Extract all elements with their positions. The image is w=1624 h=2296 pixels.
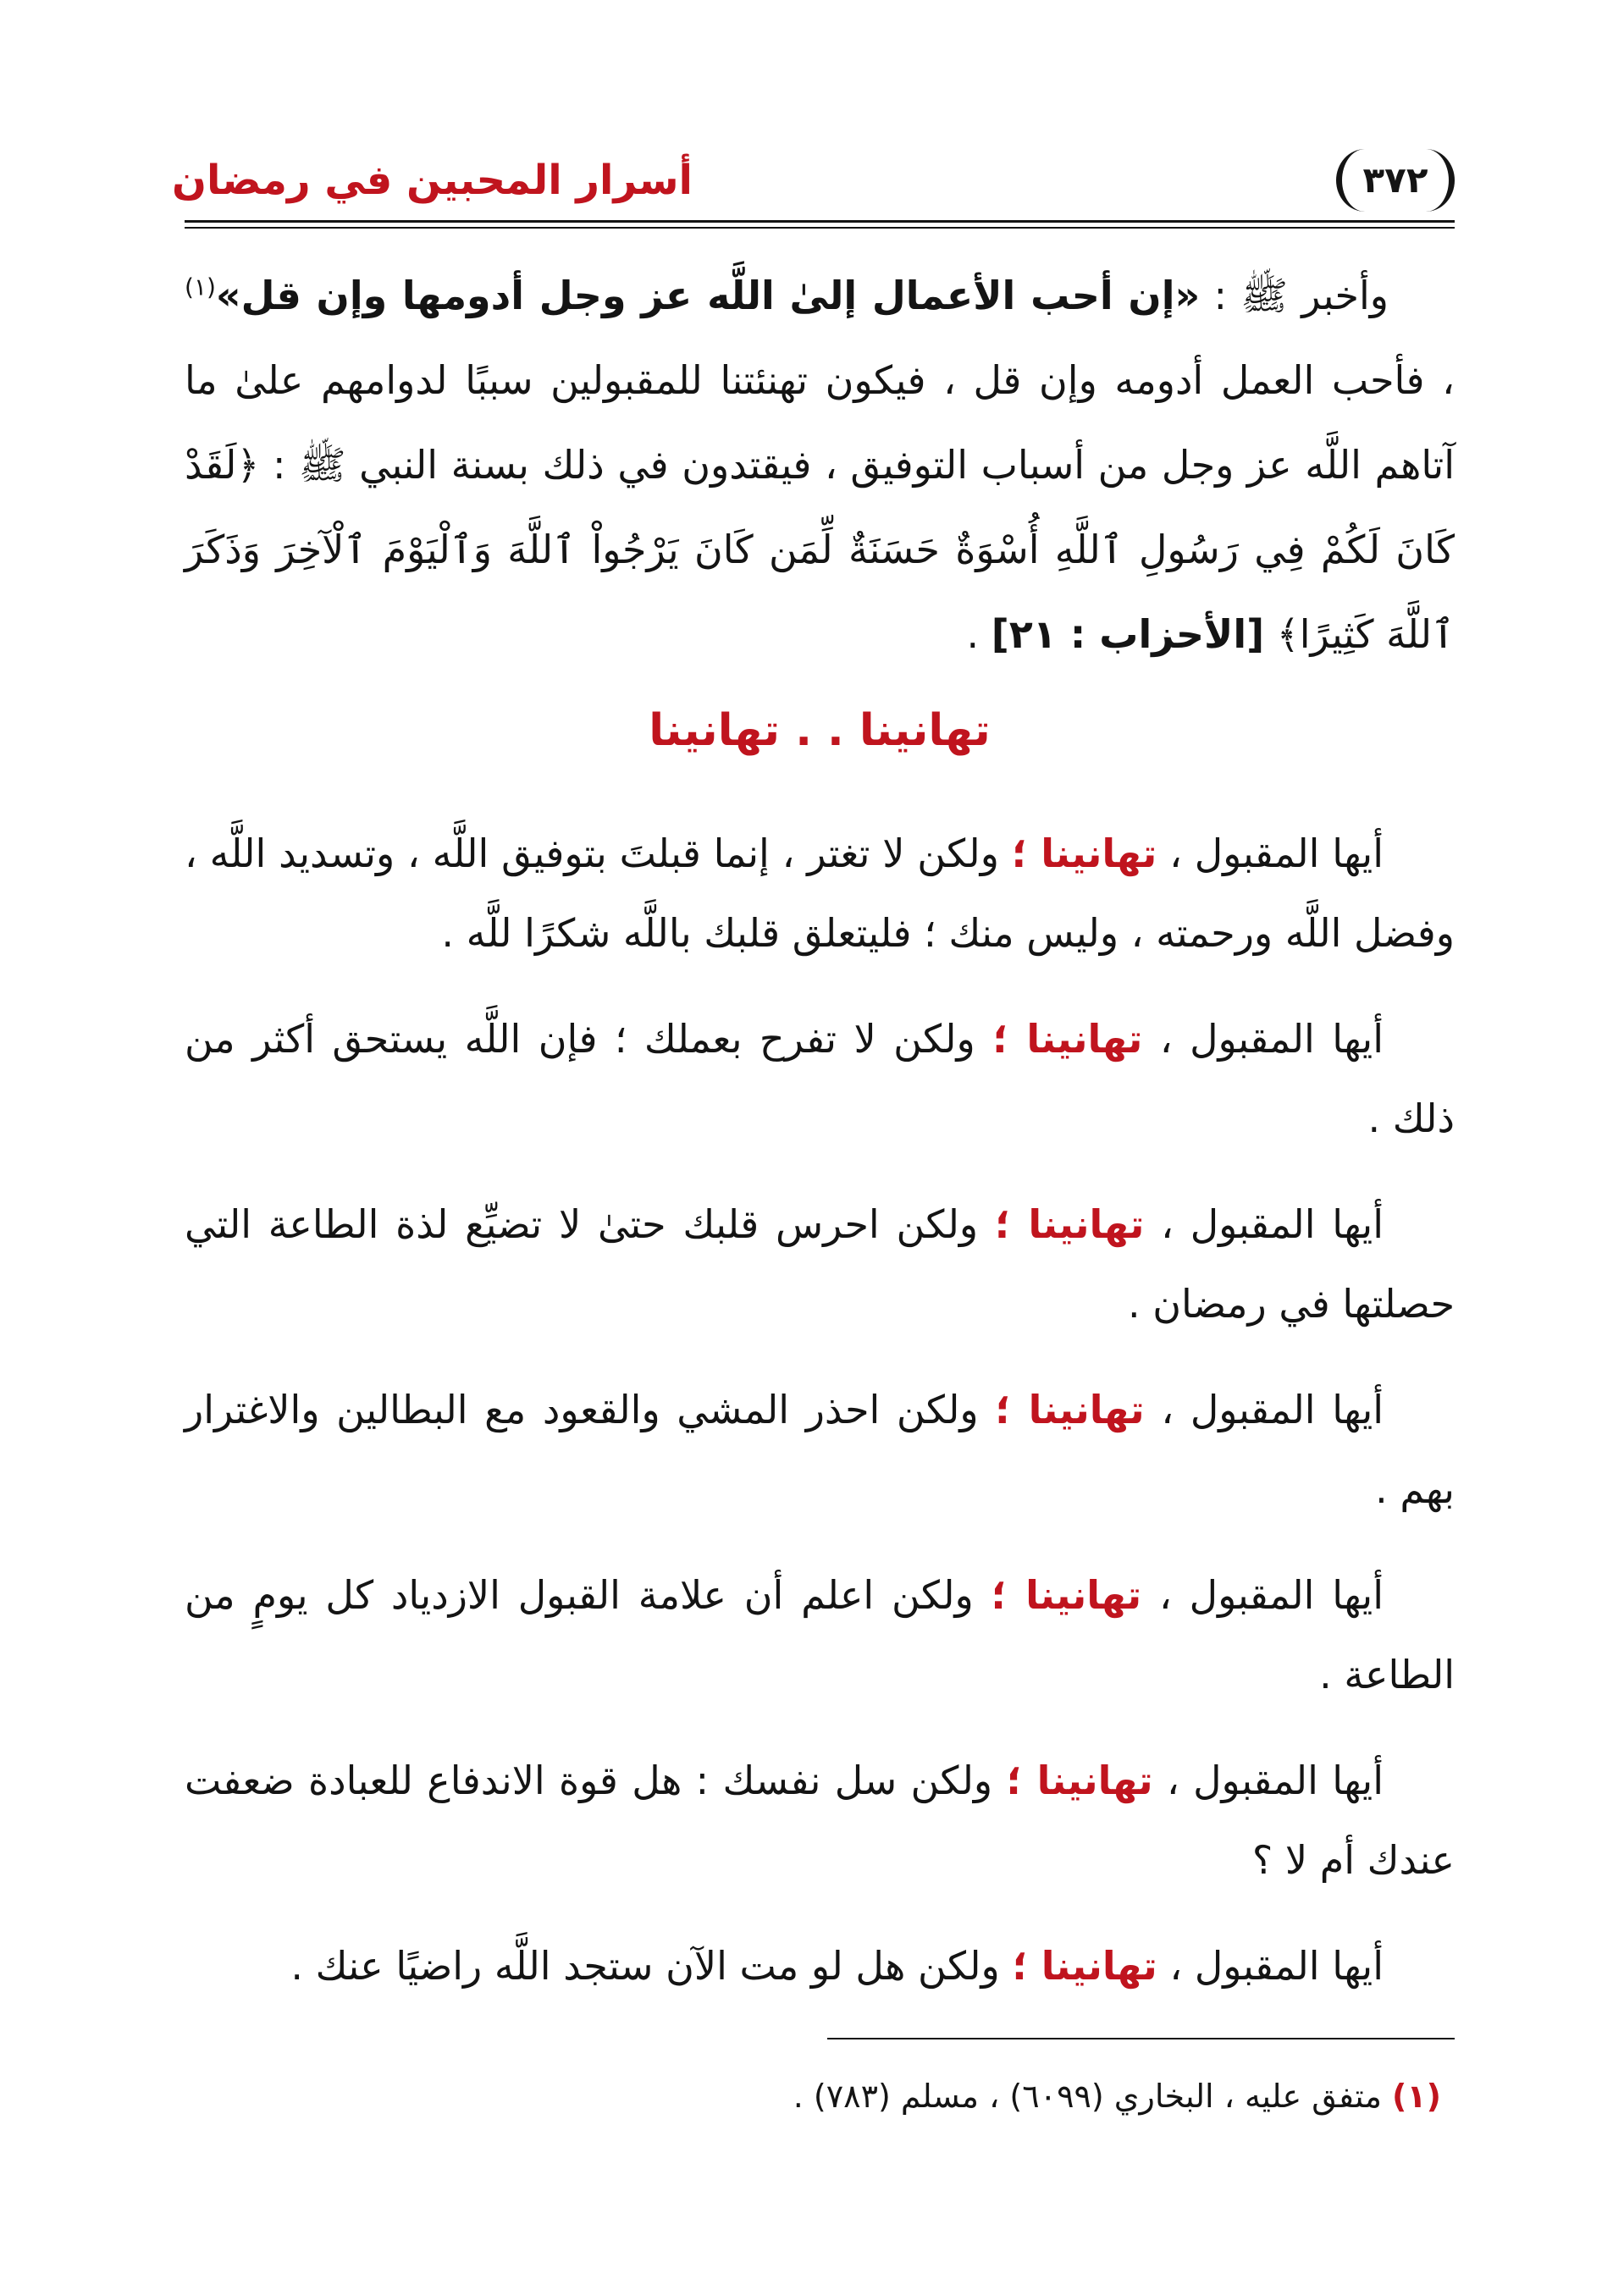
paragraph-lead: أيها المقبول ، <box>1159 1016 1384 1062</box>
congratulation-paragraph <box>185 999 1455 1158</box>
page-number: ٣٧٢ <box>1362 159 1428 201</box>
intro-paragraph <box>185 253 1455 676</box>
paragraph-lead: أيها المقبول ، <box>1169 831 1384 876</box>
running-book-title: أسرار المحبين في رمضان <box>172 157 693 204</box>
paragraph-highlight: تهانينا ؛ <box>991 1572 1142 1618</box>
paragraph-lead: أيها المقبول ، <box>1166 1758 1384 1803</box>
footnote-separator <box>827 2038 1455 2039</box>
intro-closing-period: . <box>966 611 980 657</box>
paragraph-lead: أيها المقبول ، <box>1161 1387 1384 1432</box>
paragraph-text: ولكن سل نفسك : هل قوة الاندفاع للعبادة ضعفت عندك أم لا ؟ <box>185 1758 1455 1883</box>
paragraph-highlight: تهانينا ؛ <box>1011 831 1157 876</box>
congratulation-paragraph <box>185 1370 1455 1529</box>
quran-verse: ﴿لَقَدْ كَانَ لَكُمْ فِي رَسُولِ ٱللَّهِ أُسْوَةٌ حَسَنَةٌ لِّمَن كَانَ يَرْجُواْ ٱللَّهَ وَٱلْيَوْمَ ٱلْآخِرَ وَذَكَرَ ٱللَّهَ كَثِيرًا﴾ <box>185 442 1455 657</box>
section-heading: تهانينا . . تهانينا <box>649 705 991 756</box>
congratulation-paragraph <box>185 1741 1455 1900</box>
page-number-ornament <box>1336 149 1455 212</box>
paragraph-text: ولكن لا تفرح بعملك ؛ فإن اللَّه يستحق أكثر من ذلك . <box>185 1016 1455 1141</box>
footnote-marker: (١) <box>1392 2078 1441 2115</box>
page-body <box>185 253 1455 2122</box>
paragraph-highlight: تهانينا ؛ <box>1006 1758 1153 1803</box>
paragraph-lead: أيها المقبول ، <box>1169 1943 1384 1989</box>
paragraph-lead: أيها المقبول ، <box>1161 1201 1384 1247</box>
congratulation-paragraph <box>185 814 1455 973</box>
congratulation-paragraph <box>185 1184 1455 1344</box>
footnote <box>185 2071 1455 2122</box>
paragraph-text: ولكن احرس قلبك حتىٰ لا تضيِّع لذة الطاعة التي حصلتها في رمضان . <box>185 1201 1455 1327</box>
paragraph-highlight: تهانينا ؛ <box>1012 1943 1157 1989</box>
verse-reference: [الأحزاب : ٢١] <box>991 611 1265 657</box>
hadith-quote: «إن أحب الأعمال إلىٰ اللَّه عز وجل أدومها وإن قل» <box>215 273 1201 318</box>
paragraph-highlight: تهانينا ؛ <box>995 1387 1145 1432</box>
congratulation-paragraph <box>185 1555 1455 1714</box>
paragraph-text: ولكن لا تغتر ، إنما قبلتَ بتوفيق اللَّه ، وتسديد اللَّه ، وفضل اللَّه ورحمته ، وليس منك ؛ فليتعلق قلبك باللَّه شكرًا للَّه . <box>185 831 1455 956</box>
paragraph-highlight: تهانينا ؛ <box>994 1201 1145 1247</box>
footnote-reference: (١) <box>185 273 216 301</box>
congratulation-paragraph <box>185 1926 1455 2006</box>
paragraph-text: ولكن اعلم أن علامة القبول الازدياد كل يومٍ من الطاعة . <box>185 1572 1455 1697</box>
intro-lead: وأخبر ﷺ : <box>1213 273 1389 318</box>
header-double-rule <box>185 220 1455 229</box>
paragraph-text: ولكن احذر المشي والقعود مع البطالين والاغترار بهم . <box>185 1387 1455 1512</box>
paragraph-lead: أيها المقبول ، <box>1158 1572 1384 1618</box>
paragraph-highlight: تهانينا ؛ <box>992 1016 1143 1062</box>
footnote-text: متفق عليه ، البخاري (٦٠٩٩) ، مسلم (٧٨٣) . <box>793 2078 1382 2115</box>
congratulation-paragraphs <box>185 814 1455 2006</box>
paragraph-text: ولكن هل لو مت الآن ستجد اللَّه راضيًا عنك . <box>290 1943 1000 1989</box>
intro-body-text: ، فأحب العمل أدومه وإن قل ، فيكون تهنئتنا للمقبولين سببًا لدوامهم علىٰ ما آتاهم اللَّه عز وجل من أسباب التوفيق ، فيقتدون في ذلك بسنة النبي ﷺ : <box>185 357 1455 488</box>
